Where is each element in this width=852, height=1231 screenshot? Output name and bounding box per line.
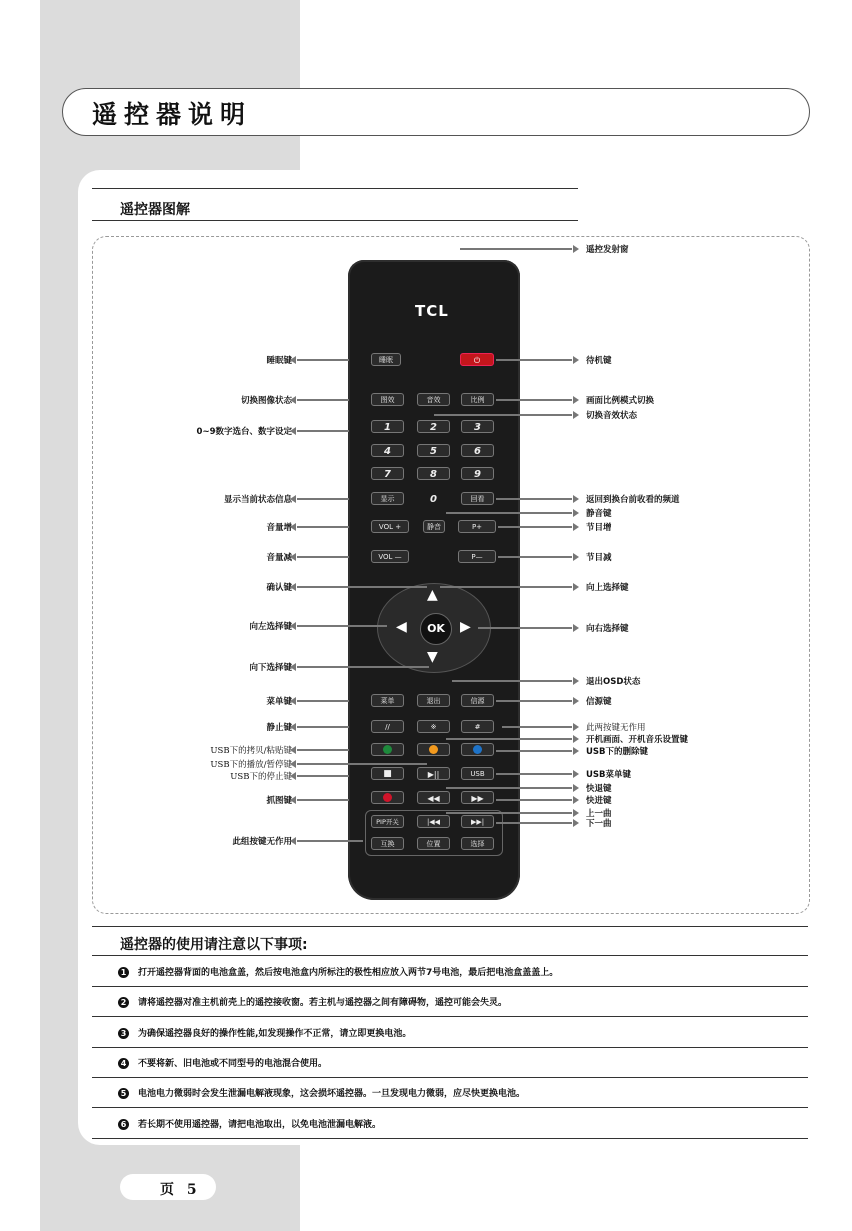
rewind-icon: ◀◀ bbox=[427, 794, 440, 803]
sleep-button[interactable]: 睡眠 bbox=[371, 353, 401, 366]
label-source: 信源键 bbox=[586, 697, 612, 707]
note-item bbox=[118, 1086, 782, 1099]
capture-button[interactable] bbox=[371, 791, 404, 804]
label-number-keys: 0~9数字选台、数字设定 bbox=[196, 427, 292, 437]
pointer-line bbox=[297, 840, 363, 842]
pip-button[interactable]: PIP开关 bbox=[371, 815, 404, 828]
rewind-button[interactable] bbox=[417, 791, 450, 804]
tcl-logo: TCL bbox=[415, 302, 449, 320]
next-icon: ▶▶| bbox=[470, 818, 485, 826]
pointer-line bbox=[496, 822, 572, 824]
label-usb-play: USB下的播放/暂停键 bbox=[210, 760, 292, 770]
label-exit-osd: 退出OSD状态 bbox=[586, 677, 641, 687]
label-up: 向上选择键 bbox=[586, 583, 629, 593]
exit-button[interactable]: 退出 bbox=[417, 694, 450, 707]
label-usb-stop: USB下的停止键 bbox=[230, 772, 292, 782]
pointer-line bbox=[502, 726, 572, 728]
pointer-line bbox=[496, 750, 572, 752]
diagram-section-title: 遥控器图解 bbox=[120, 202, 190, 218]
note-item bbox=[118, 1056, 782, 1069]
blue-button[interactable] bbox=[461, 743, 494, 756]
source-button[interactable]: 信源 bbox=[461, 694, 494, 707]
num-9-button[interactable]: 9 bbox=[461, 467, 494, 480]
note-item bbox=[118, 1026, 782, 1039]
label-standby: 待机键 bbox=[586, 356, 612, 366]
label-next: 下一曲 bbox=[586, 819, 612, 829]
power-button[interactable] bbox=[460, 353, 494, 366]
label-freeze: 静止键 bbox=[266, 723, 292, 733]
label-rewind: 快退键 bbox=[586, 784, 612, 794]
label-down: 向下选择键 bbox=[249, 663, 292, 673]
pointer-line bbox=[297, 526, 349, 528]
note-text: 电池电力微弱时会发生泄漏电解液现象，这会损坏遥控器。一旦发现电力微弱，应尽快更换电池。 bbox=[138, 1089, 526, 1099]
usb-button[interactable]: USB bbox=[461, 767, 494, 780]
note-number: 2 bbox=[118, 997, 129, 1008]
pointer-line bbox=[460, 248, 572, 250]
label-no-function: 此组按键无作用 bbox=[232, 837, 292, 847]
label-display: 显示当前状态信息 bbox=[223, 495, 292, 505]
label-mute: 静音键 bbox=[586, 509, 612, 519]
note-number: 1 bbox=[118, 967, 129, 978]
note-number: 4 bbox=[118, 1058, 129, 1069]
blue-dot-icon bbox=[473, 745, 482, 754]
image-mode-button[interactable]: 图效 bbox=[371, 393, 404, 406]
pointer-line bbox=[297, 799, 349, 801]
green-button[interactable] bbox=[371, 743, 404, 756]
pointer-line bbox=[297, 556, 349, 558]
hash-button[interactable]: # bbox=[461, 720, 494, 733]
pointer-line bbox=[496, 498, 572, 500]
notes-rule bbox=[92, 1077, 808, 1078]
pointer-line bbox=[434, 414, 572, 416]
notes-rule-top bbox=[92, 926, 808, 927]
note-item bbox=[118, 965, 782, 978]
pointer-line bbox=[297, 700, 349, 702]
pointer-line bbox=[297, 666, 429, 668]
pointer-line bbox=[297, 498, 349, 500]
orange-button[interactable] bbox=[417, 743, 450, 756]
num-5-button[interactable]: 5 bbox=[417, 444, 450, 457]
mute-button[interactable]: 静音 bbox=[423, 520, 445, 533]
num-0-button[interactable]: 0 bbox=[430, 494, 437, 505]
pointer-line bbox=[498, 556, 572, 558]
play-pause-icon: ▶|| bbox=[427, 770, 440, 779]
pointer-line bbox=[496, 700, 572, 702]
label-menu: 菜单键 bbox=[266, 697, 292, 707]
pointer-line bbox=[496, 399, 572, 401]
label-two-keys-no-function: 此两按键无作用 bbox=[586, 723, 646, 733]
recall-button[interactable]: 回看 bbox=[461, 492, 494, 505]
num-7-button[interactable]: 7 bbox=[371, 467, 404, 480]
num-6-button[interactable]: 6 bbox=[461, 444, 494, 457]
label-usb-menu: USB菜单键 bbox=[586, 770, 632, 780]
swap-button[interactable]: 互换 bbox=[371, 837, 404, 850]
note-text: 若长期不使用遥控器，请把电池取出，以免电池泄漏电解液。 bbox=[138, 1120, 382, 1130]
label-ch-up: 节目增 bbox=[586, 523, 612, 533]
label-previous: 上一曲 bbox=[586, 809, 612, 819]
previous-track-button[interactable] bbox=[417, 815, 450, 828]
label-sleep: 睡眠键 bbox=[266, 356, 292, 366]
display-button[interactable]: 显示 bbox=[371, 492, 404, 505]
green-dot-icon bbox=[383, 745, 392, 754]
note-number: 6 bbox=[118, 1119, 129, 1130]
fast-forward-icon: ▶▶ bbox=[471, 794, 484, 803]
pointer-line bbox=[440, 586, 572, 588]
label-usb-copy: USB下的拷贝/粘贴键 bbox=[210, 746, 292, 756]
ratio-button[interactable]: 比例 bbox=[461, 393, 494, 406]
pointer-line bbox=[297, 625, 387, 627]
pointer-line bbox=[297, 586, 427, 588]
play-pause-button[interactable] bbox=[417, 767, 450, 780]
pointer-line bbox=[446, 787, 572, 789]
num-1-button[interactable]: 1 bbox=[371, 420, 404, 433]
next-track-button[interactable] bbox=[461, 815, 494, 828]
label-boot-setting: 开机画面、开机音乐设置键 bbox=[586, 735, 689, 745]
page-number: 页 5 bbox=[160, 1182, 201, 1198]
num-3-button[interactable]: 3 bbox=[461, 420, 494, 433]
power-icon: ⏻ bbox=[473, 356, 481, 365]
pointer-line bbox=[446, 812, 572, 814]
label-left: 向左选择键 bbox=[249, 622, 292, 632]
label-capture: 抓图键 bbox=[266, 796, 292, 806]
notes-rule bbox=[92, 1047, 808, 1048]
section-rule-bottom bbox=[92, 220, 578, 221]
note-item bbox=[118, 1117, 782, 1130]
note-number: 3 bbox=[118, 1028, 129, 1039]
orange-dot-icon bbox=[429, 745, 438, 754]
pointer-line bbox=[297, 430, 349, 432]
ch-down-button[interactable]: P— bbox=[458, 550, 496, 563]
label-sound-mode: 切换音效状态 bbox=[586, 411, 638, 421]
vol-up-button[interactable]: VOL + bbox=[371, 520, 409, 533]
label-fast-forward: 快进键 bbox=[586, 796, 612, 806]
freeze-button[interactable]: // bbox=[371, 720, 404, 733]
label-right: 向右选择键 bbox=[586, 624, 629, 634]
red-dot-icon bbox=[383, 793, 392, 802]
left-arrow-icon[interactable]: ◀ bbox=[396, 619, 407, 635]
select-button[interactable]: 选择 bbox=[461, 837, 494, 850]
page-title: 遥控器说明 bbox=[92, 100, 253, 129]
label-image-mode: 切换图像状态 bbox=[240, 396, 292, 406]
pointer-line bbox=[297, 775, 349, 777]
menu-button[interactable]: 菜单 bbox=[371, 694, 404, 707]
pointer-line bbox=[446, 738, 572, 740]
pointer-line bbox=[496, 359, 572, 361]
pointer-line bbox=[297, 359, 349, 361]
note-text: 打开遥控器背面的电池盒盖，然后按电池盒内所标注的极性相应放入两节7号电池，最后把电池盒盖盖上。 bbox=[138, 968, 559, 978]
notes-rule-bottom bbox=[92, 1138, 808, 1139]
pointer-line bbox=[498, 526, 572, 528]
sound-mode-button[interactable]: 音效 bbox=[417, 393, 450, 406]
note-text: 请将遥控器对准主机前壳上的遥控接收窗。若主机与遥控器之间有障碍物，遥控可能会失灵。 bbox=[138, 998, 508, 1008]
section-rule-top bbox=[92, 188, 578, 189]
notes-rule bbox=[92, 986, 808, 987]
pointer-line bbox=[297, 749, 349, 751]
label-vol-down: 音量减 bbox=[266, 553, 292, 563]
num-2-button[interactable]: 2 bbox=[417, 420, 450, 433]
label-ok: 确认键 bbox=[266, 583, 292, 593]
notes-title: 遥控器的使用请注意以下事项: bbox=[120, 937, 308, 953]
note-text: 不要将新、旧电池或不同型号的电池混合使用。 bbox=[138, 1059, 328, 1069]
ch-up-button[interactable]: P+ bbox=[458, 520, 496, 533]
previous-icon: |◀◀ bbox=[426, 818, 441, 826]
position-button[interactable]: 位置 bbox=[417, 837, 450, 850]
num-4-button[interactable]: 4 bbox=[371, 444, 404, 457]
fast-forward-button[interactable] bbox=[461, 791, 494, 804]
down-arrow-icon[interactable]: ▼ bbox=[427, 649, 438, 665]
label-recall: 返回到换台前收看的频道 bbox=[586, 495, 680, 505]
ok-button[interactable]: OK bbox=[420, 613, 452, 645]
num-8-button[interactable]: 8 bbox=[417, 467, 450, 480]
right-arrow-icon[interactable]: ▶ bbox=[460, 619, 471, 635]
note-text: 为确保遥控器良好的操作性能,如发现操作不正常，请立即更换电池。 bbox=[138, 1029, 412, 1039]
note-item bbox=[118, 995, 782, 1008]
vol-down-button[interactable]: VOL — bbox=[371, 550, 409, 563]
label-vol-up: 音量增 bbox=[266, 523, 292, 533]
note-number: 5 bbox=[118, 1088, 129, 1099]
label-ch-down: 节目减 bbox=[586, 553, 612, 563]
star-button[interactable]: ※ bbox=[417, 720, 450, 733]
pointer-line bbox=[496, 773, 572, 775]
pointer-line bbox=[496, 799, 572, 801]
label-ir-window: 遥控发射窗 bbox=[586, 245, 629, 255]
notes-rule bbox=[92, 1107, 808, 1108]
pointer-line bbox=[452, 680, 572, 682]
pointer-line bbox=[297, 726, 349, 728]
stop-button[interactable] bbox=[371, 767, 404, 780]
label-usb-delete: USB下的删除键 bbox=[586, 747, 649, 757]
pointer-line bbox=[478, 627, 572, 629]
pointer-line bbox=[297, 399, 349, 401]
notes-rule bbox=[92, 1016, 808, 1017]
notes-rule bbox=[92, 955, 808, 956]
label-ratio: 画面比例模式切换 bbox=[586, 396, 655, 406]
pointer-line bbox=[446, 512, 572, 514]
stop-icon: ■ bbox=[383, 769, 392, 779]
up-arrow-icon[interactable]: ▲ bbox=[427, 587, 438, 603]
pointer-line bbox=[297, 763, 427, 765]
